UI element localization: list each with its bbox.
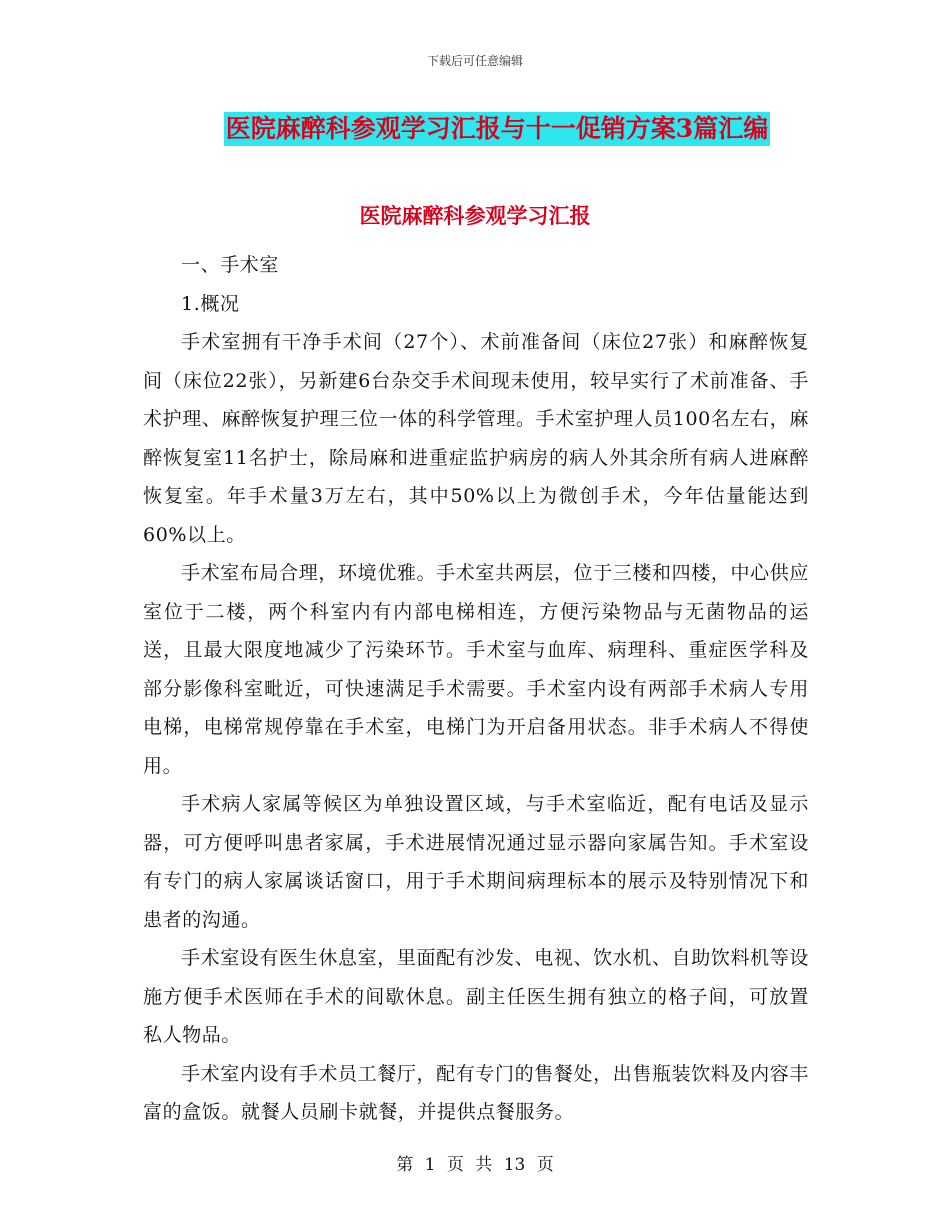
document-title: 医院麻醉科参观学习汇报与十一促销方案3篇汇编 (224, 112, 770, 146)
paragraph: 手术室拥有干净手术间（27个）、术前准备间（床位27张）和麻醉恢复间（床位22张），另新建6台杂交手术间现未使用，较早实行了术前准备、手术护理、麻醉恢复护理三位一体的科学管理。手术室护理人员100名左右，麻醉恢复室11名护士，除局麻和进重症监护病房的病人外其余所有病人进麻醉恢复室。年手术量3万左右，其中50%以上为微创手术，今年估量能达到60%以上。 (143, 331, 809, 546)
page-footer: 第 1 页 共 13 页 (396, 1155, 554, 1175)
header-note: 下载后可任意编辑 (426, 54, 523, 68)
section-title: 医院麻醉科参观学习汇报 (359, 203, 591, 228)
document-title-container (0, 112, 950, 146)
subheading-overview: 1.概况 (181, 292, 240, 315)
paragraph: 手术病人家属等候区为单独设置区域，与手术室临近，配有电话及显示器，可方便呼叫患者家属，手术进展情况通过显示器向家属告知。手术室设有专门的病人家属谈话窗口，用于手术期间病理标本的展示及特别情况下和患者的沟通。 (143, 793, 809, 931)
paragraph: 手术室布局合理，环境优雅。手术室共两层，位于三楼和四楼，中心供应室位于二楼，两个科室内有内部电梯相连，方便污染物品与无菌物品的运送，且最大限度地减少了污染环节。手术室与血库、病理科、重症医学科及部分影像科室毗近，可快速满足手术需要。手术室内设有两部手术病人专用电梯，电梯常规停靠在手术室，电梯门为开启备用状态。非手术病人不得使用。 (143, 562, 809, 777)
paragraph: 手术室设有医生休息室，里面配有沙发、电视、饮水机、自助饮料机等设施方便手术医师在手术的间歇休息。副主任医生拥有独立的格子间，可放置私人物品。 (143, 947, 809, 1046)
paragraph: 手术室内设有手术员工餐厅，配有专门的售餐处，出售瓶装饮料及内容丰富的盒饭。就餐人员刷卡就餐，并提供点餐服务。 (143, 1062, 809, 1123)
document-body (143, 246, 809, 1132)
heading-operating-room: 一、手术室 (181, 254, 280, 276)
